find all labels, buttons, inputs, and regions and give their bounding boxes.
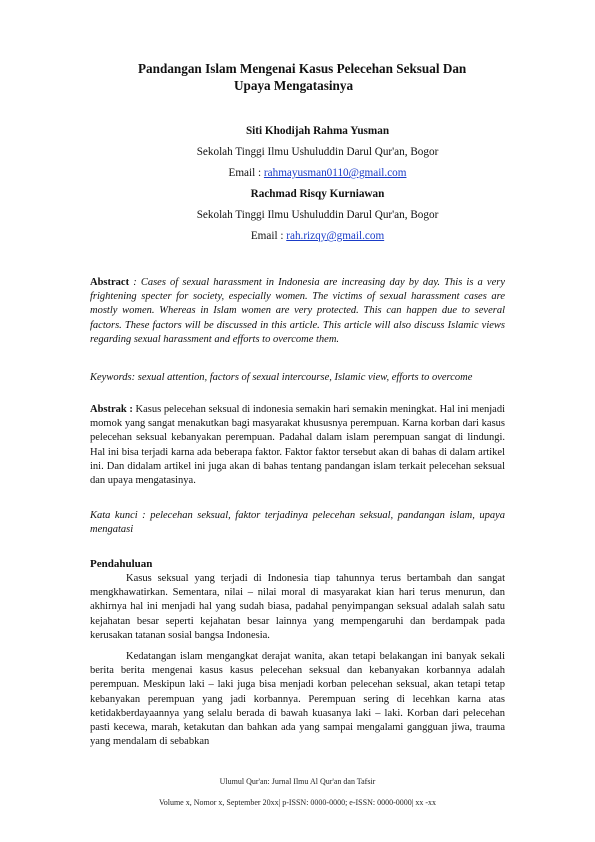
- abstract-text: : Cases of sexual harassment in Indonesia are increasing day by day. This is a very frightening specter for society, especially women. The victims of sexual harassment cases are mostly women. Whereas in Islam women are very protected. This can happen due to several factors. These factors will be discussed in this article. This article will also discuss Islamic views regarding sexual harassment and efforts to overcome them.: [90, 277, 505, 345]
- abstrak-text: Kasus pelecehan seksual di indonesia semakin hari semakin meningkat. Hal ini menjadi momok yang sangat menakutkan bagi masyarakat khususnya perempuan. Karna korban dari kasus pelecehan seksual kebanyakan perempuan. Padahal dalam islam perempuan sangat di lindungi. Hal ini bisa terjadi karna ada beberapa faktor. Faktor faktor tersebut akan di bahas di dalam artikel ini. Dan didalam artikel ini juga akan di bahas tentang pandangan islam terkait pelecehan seksual dan upaya mengatasinya.: [90, 404, 505, 487]
- author-affiliation: Sekolah Tinggi Ilmu Ushuluddin Darul Qur'an, Bogor: [196, 146, 439, 158]
- footer-journal: Ulumul Qur'an: Jurnal Ilmu Al Qur'an dan Tafsir: [219, 777, 376, 786]
- paper-title: [138, 61, 518, 94]
- abstract-english: [90, 276, 505, 347]
- abstract-lead: Abstract: [90, 277, 130, 288]
- author-affiliation: Sekolah Tinggi Ilmu Ushuluddin Darul Qur'an, Bogor: [196, 209, 439, 221]
- section-heading: Pendahuluan: [90, 558, 153, 570]
- body-paragraph: Kedatangan islam mengangkat derajat wanita, akan tetapi belakangan ini banyak sekali berita berita mengenai kasus kasus pelecehan seksual dan kebanyakan korbannya adalah perempuan. Meskipun laki – laki juga bisa menjadi korban pelecehan seksual, akan tetapi tetap kebanyakan perempuan yang jadi korbannya. Perempuan sering di lecehkan karna atas ketidakberdayaannya yang selalu berada di bawah kuasanya laki – laki. Korban dari pelecehan pasti kecewa, marah, ketakutan dan bahkan ada yang sampai mengalami gangguan jiwa, trauma yang mendalam di sebabkan: [90, 651, 505, 748]
- author-email-line: [90, 226, 545, 247]
- author-name: Siti Khodijah Rahma Yusman: [245, 125, 390, 137]
- author-block: [90, 121, 545, 247]
- body-paragraph: Kasus seksual yang terjadi di Indonesia tiap tahunnya terus bertambah dan sangat mengkhawatirkan. Sementara, nilai – nilai moral di masyarakat kian hari terus menurun, dan akhirnya hal ini menjadi hal yang sudah biasa, padahal penyimpangan seksual adalah salah satu kejahatan besar seperti kejahatan besar lainnya yang mempengaruhi dan berdampak pada kerusakan tatanan sosial bangsa Indonesia.: [90, 573, 505, 641]
- abstrak-lead: Abstrak :: [90, 404, 133, 415]
- keywords-english: Keywords: sexual attention, factors of sexual intercourse, Islamic view, efforts to overcome: [90, 372, 473, 383]
- email-label: Email :: [250, 230, 287, 242]
- abstract-indonesian: [90, 403, 505, 488]
- title-line-1: Pandangan Islam Mengenai Kasus Pelecehan Seksual Dan: [138, 61, 467, 76]
- author-name: Rachmad Risqy Kurniawan: [250, 188, 385, 200]
- author-email-line: [90, 163, 545, 184]
- author-email-link[interactable]: rahmayusman0110@gmail.com: [263, 167, 407, 179]
- author-email-link[interactable]: rah.rizqy@gmail.com: [286, 230, 385, 242]
- email-label: Email :: [228, 167, 264, 179]
- title-line-2: Upaya Mengatasinya: [234, 77, 354, 93]
- footer-volume: Volume x, Nomor x, September 20xx| p-ISSN: 0000-0000; e-ISSN: 0000-0000| xx -xx: [158, 798, 437, 807]
- keywords-indonesian: Kata kunci : pelecehan seksual, faktor terjadinya pelecehan seksual, pandangan islam, upaya mengatasi: [90, 510, 505, 536]
